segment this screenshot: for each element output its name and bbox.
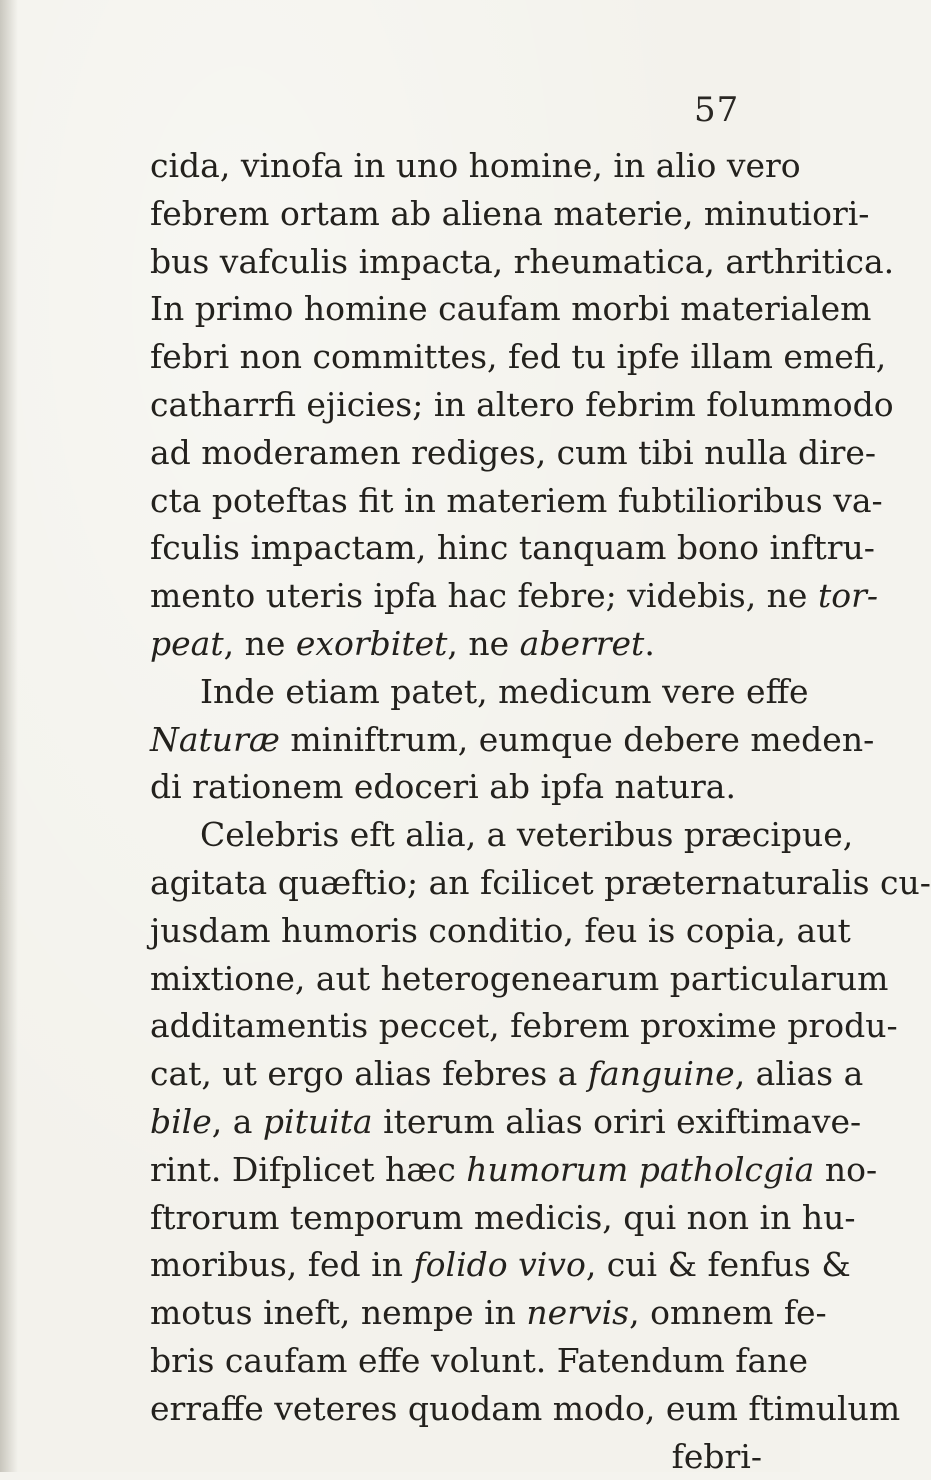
text-line: catharrfi ejicies; in altero febrim folummodo (150, 384, 894, 424)
text-line: Naturæ miniftrum, eumque debere meden- (150, 719, 875, 759)
text-line: mixtione, aut heterogenearum particularum (150, 958, 889, 998)
text-line: bus vafculis impacta, rheumatica, arthritica. (150, 241, 895, 281)
text-line: rint. Difplicet hæc humorum patholcgia no- (150, 1149, 878, 1189)
text-line: bris caufam effe volunt. Fatendum fane (150, 1340, 808, 1380)
text-line: Inde etiam patet, medicum vere effe (200, 671, 809, 711)
page-gutter-shadow (0, 0, 18, 1472)
text-line: cat, ut ergo alias febres a fanguine, alias a (150, 1054, 864, 1094)
text-line: cta poteftas fit in materiem fubtilioribus va- (150, 480, 883, 520)
text-line: ftrorum temporum medicis, qui non in hu- (150, 1197, 856, 1237)
catchword: febri- (671, 1436, 762, 1476)
body-text (150, 142, 931, 1480)
text-line: peat, ne exorbitet, ne aberret. (150, 623, 655, 663)
text-line: febrem ortam ab aliena materie, minutiori- (150, 193, 870, 233)
text-line: moribus, fed in folido vivo, cui & fenfus & (150, 1245, 851, 1285)
text-line: febri non committes, fed tu ipfe illam emefi, (150, 337, 887, 377)
text-line: erraffe veteres quodam modo, eum ftimulum (150, 1388, 901, 1428)
text-line: bile, a pituita iterum alias oriri exiftimave- (150, 1101, 862, 1141)
text-line: Celebris eft alia, a veteribus præcipue, (200, 815, 854, 855)
text-line: In primo homine caufam morbi materialem (150, 289, 872, 329)
text-line: jusdam humoris conditio, feu is copia, aut (150, 910, 851, 950)
text-line: agitata quæftio; an fcilicet præternaturalis cu- (150, 862, 931, 902)
text-line: motus ineft, nempe in nervis, omnem fe- (150, 1293, 827, 1333)
text-line: ad moderamen rediges, cum tibi nulla dire- (150, 432, 877, 472)
text-line: fculis impactam, hinc tanquam bono inftru- (150, 528, 875, 568)
page-number: 57 (694, 90, 740, 130)
text-line: additamentis peccet, febrem proxime produ- (150, 1006, 898, 1046)
text-line: mento uteris ipfa hac febre; videbis, ne tor- (150, 576, 879, 616)
text-line: cida, vinofa in uno homine, in alio vero (150, 146, 801, 185)
text-line: di rationem edoceri ab ipfa natura. (150, 767, 736, 807)
